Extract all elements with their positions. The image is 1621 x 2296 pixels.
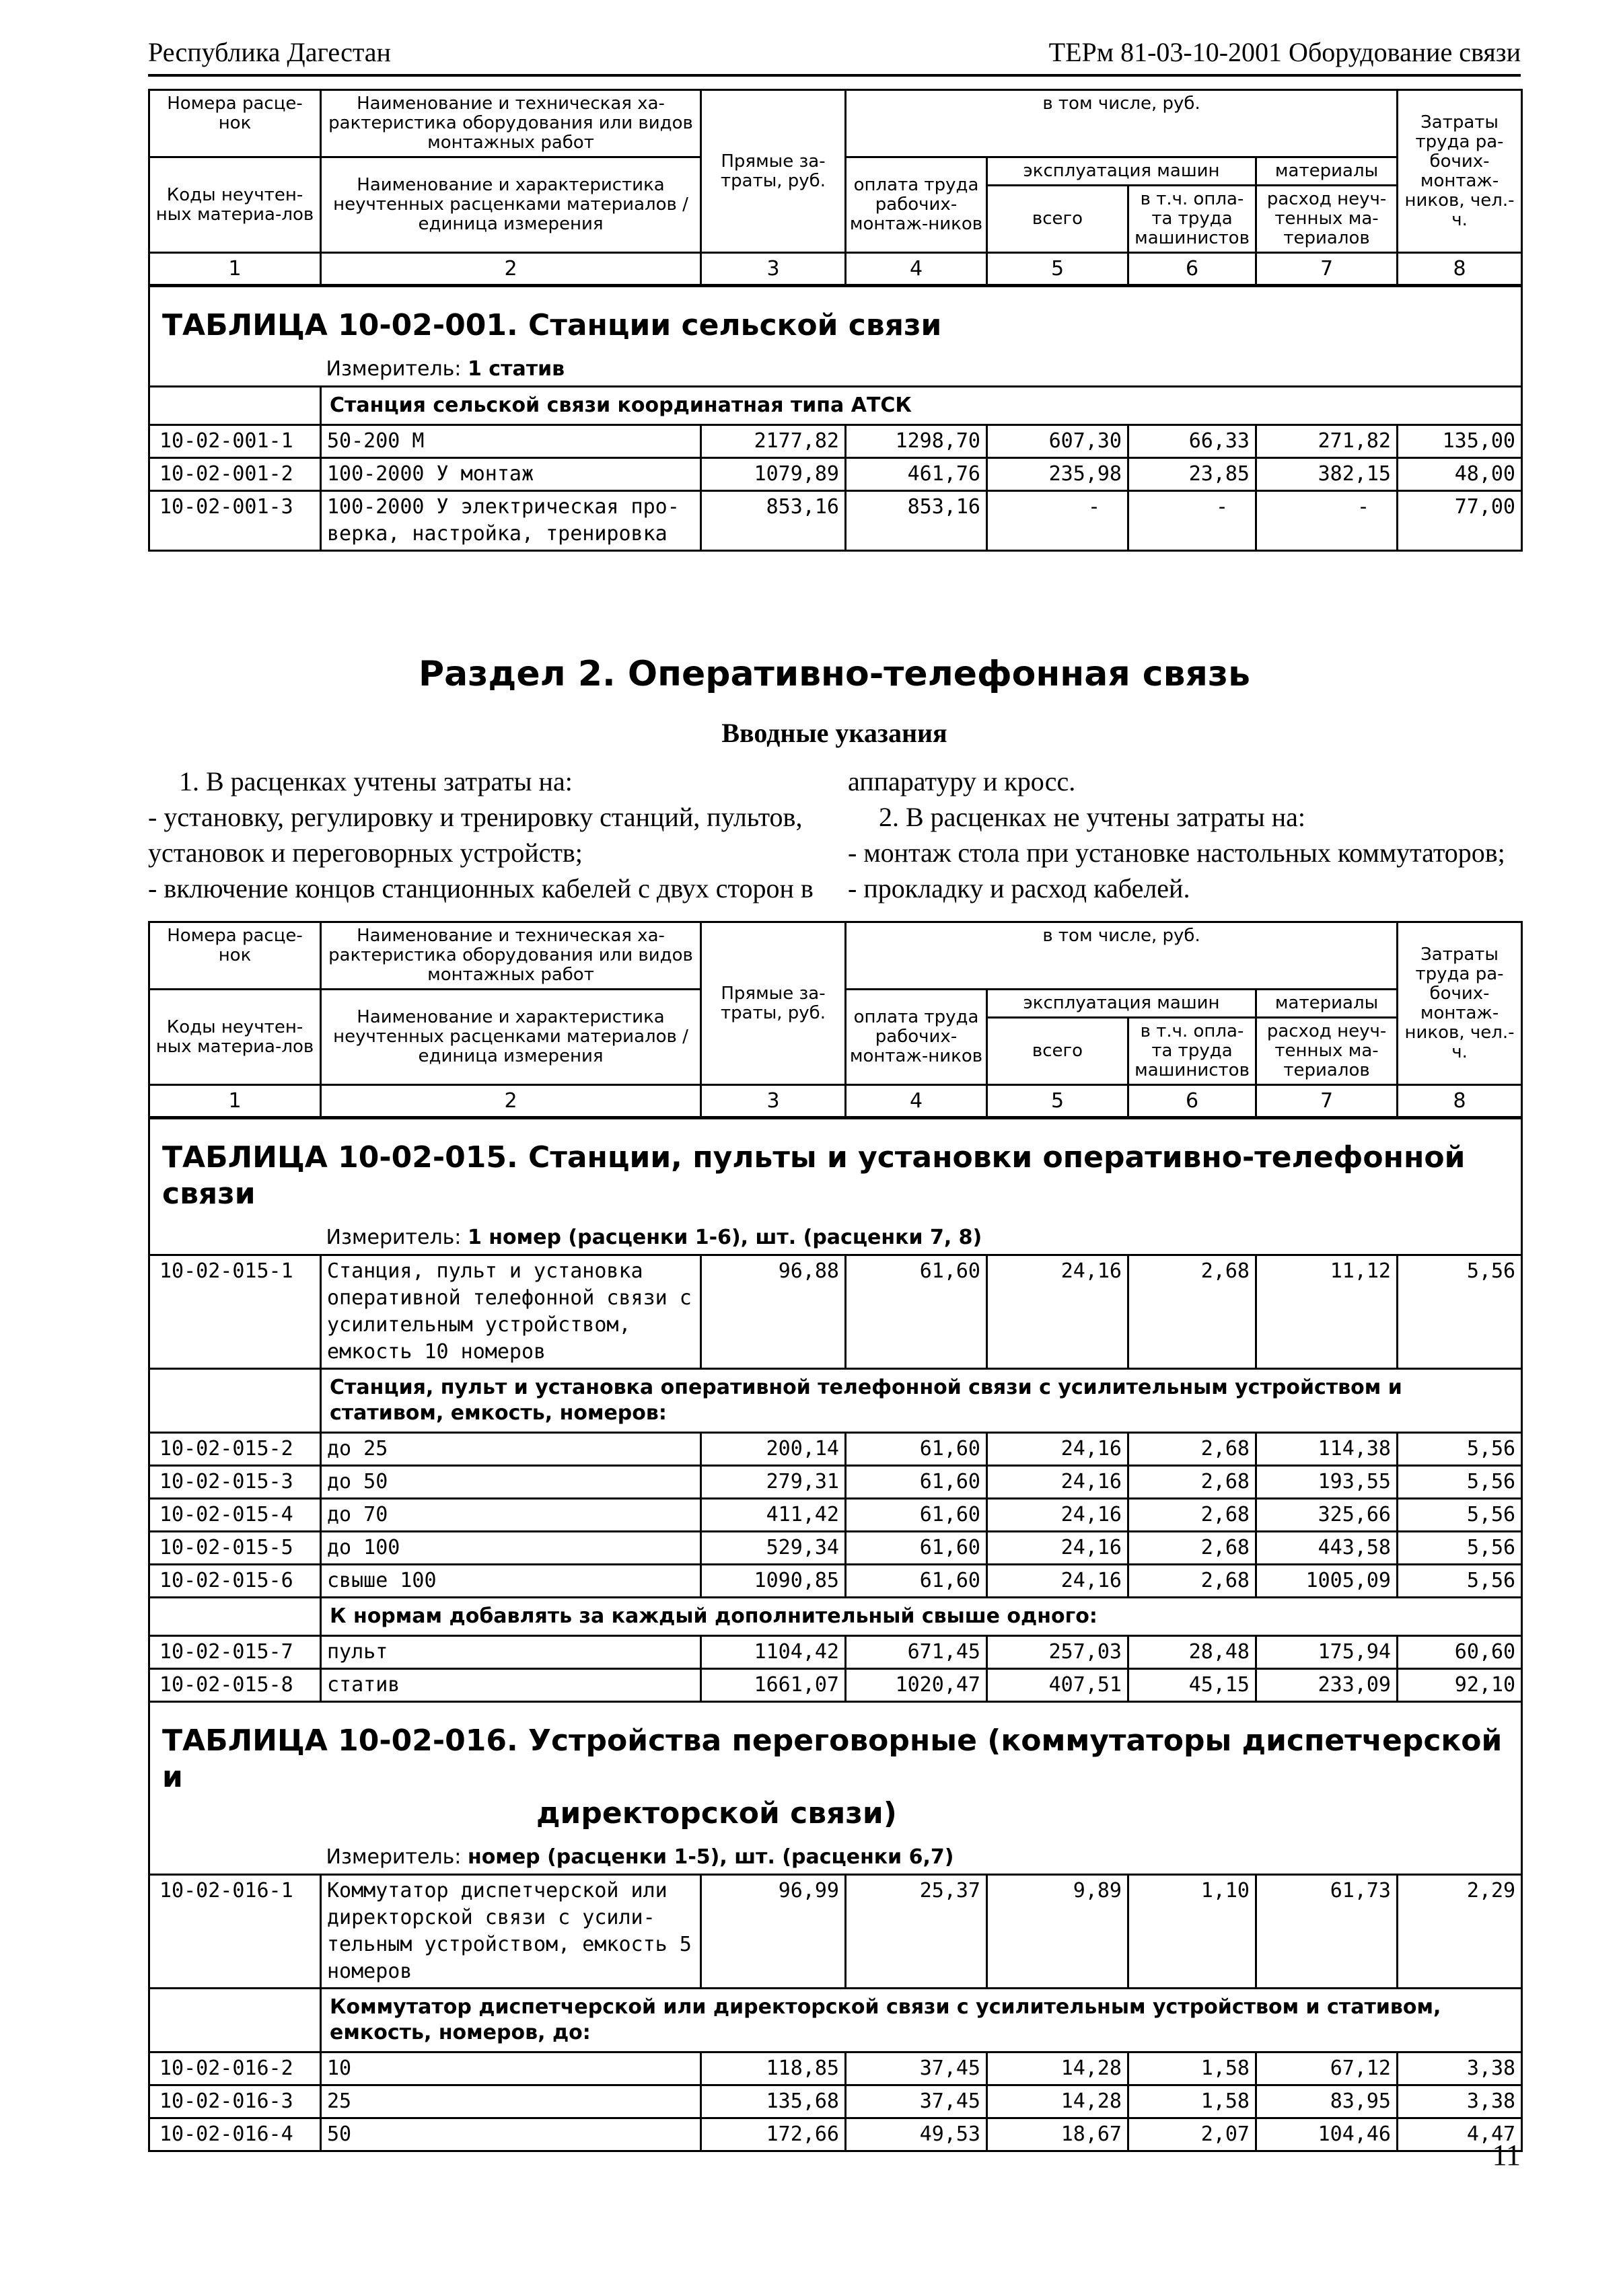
col-work-name: Наименование и техническая ха-рактеристика оборудования или видов монтажных работ — [321, 922, 701, 990]
table-row: 10-02-001-1 50-200 М 2177,82 1298,70 607,30 66,33 271,82 135,00 — [149, 425, 1522, 458]
col-number: 1 — [149, 1085, 321, 1118]
col-material-codes: Коды неучтен-ных материа-лов — [149, 157, 321, 253]
document-page — [148, 27, 1521, 2172]
col-material-names: Наименование и характеристика неучтенных расценками материалов / единица измерения — [321, 157, 701, 253]
intro-left-column: 1. В расценках учтены затраты на: - установку, регулировку и тренировку станций, пультов, установок и переговорных устройств; - включение концов станционных кабелей с двух сторон в — [148, 766, 814, 903]
table-row: 10-02-016-1 Коммутатор диспетчерской или директорской связи с усили-тельным устройством, емкость 5 номеров 96,99 25,37 9,89 1,10 61,73 2,29 — [149, 1875, 1522, 1989]
table-row: 10-02-015-7 пульт 1104,42 671,45 257,03 28,48 175,94 60,60 — [149, 1636, 1522, 1669]
col-material-use: расход неуч-тенных ма-териалов — [1256, 1018, 1398, 1085]
col-number: 6 — [1128, 253, 1256, 286]
col-number: 2 — [321, 253, 701, 286]
measure-unit: Измеритель: номер (расценки 1-5), шт. (расценки 6,7) — [321, 1841, 1522, 1875]
col-machines-total: всего — [987, 1018, 1128, 1085]
col-materials: материалы — [1256, 990, 1398, 1018]
header-document-code: ТЕРм 81-03-10-2001 Оборудование связи — [1048, 37, 1521, 67]
table-row: 10-02-016-4 50 172,66 49,53 18,67 2,07 104,46 4,47 — [149, 2118, 1522, 2151]
col-material-use: расход неуч-тенных ма-териалов — [1256, 186, 1398, 253]
table-title: ТАБЛИЦА 10-02-015. Станции, пульты и установки оперативно-телефонной связи — [149, 1119, 1522, 1222]
col-rate-number: Номера расце-нок — [149, 90, 321, 157]
col-including: в том числе, руб. — [846, 90, 1398, 157]
table-row: 10-02-001-3 100-2000 У электрическая про-верка, настройка, тренировка 853,16 853,16 - - - 77,00 — [149, 491, 1522, 551]
col-machines-total: всего — [987, 186, 1128, 253]
column-header-2 — [148, 921, 1523, 1119]
col-labor-hours: Затраты труда ра-бочих-монтаж-ников, чел.-ч. — [1398, 90, 1522, 253]
table-row: 10-02-015-5 до 100 529,34 61,60 24,16 2,68 443,58 5,56 — [149, 1532, 1522, 1565]
col-number: 2 — [321, 1085, 701, 1118]
col-number: 4 — [846, 253, 987, 286]
col-machinist-pay: в т.ч. опла-та труда машинистов — [1128, 186, 1256, 253]
col-number: 5 — [987, 253, 1128, 286]
group-heading: К нормам добавлять за каждый дополнительный свыше одного: — [321, 1598, 1522, 1636]
col-including: в том числе, руб. — [846, 922, 1398, 990]
intro-right-column: аппаратуру и кросс. 2. В расценках не учтены затраты на: - монтаж стола при установке настольных коммутаторов; - прокладку и расход кабелей. — [848, 766, 1505, 903]
col-number: 5 — [987, 1085, 1128, 1118]
table-row: 10-02-015-2 до 25 200,14 61,60 24,16 2,68 114,38 5,56 — [149, 1433, 1522, 1466]
col-direct-costs: Прямые за-траты, руб. — [701, 922, 846, 1085]
col-work-name: Наименование и техническая ха-рактеристика оборудования или видов монтажных работ — [321, 90, 701, 157]
table-row: 10-02-015-1 Станция, пульт и установка оперативной телефонной связи с усилительным устройством, емкость 10 номеров 96,88 61,60 24,16 2,68 11,12 5,56 — [149, 1255, 1522, 1369]
rate-table-10-02-001 — [148, 287, 1523, 552]
group-heading: Станция сельской связи координатная типа АТСК — [321, 387, 1522, 425]
table-row: 10-02-016-2 10 118,85 37,45 14,28 1,58 67,12 3,38 — [149, 2052, 1522, 2085]
group-heading: Станция, пульт и установка оперативной телефонной связи с усилительным устройством и стативом, емкость, номеров: — [321, 1369, 1522, 1433]
measure-unit: Измеритель: 1 статив — [321, 353, 1522, 387]
column-header-1 — [148, 89, 1523, 287]
col-material-codes: Коды неучтен-ных материа-лов — [149, 990, 321, 1085]
intro-title: Вводные указания — [721, 718, 947, 748]
page-number: 11 — [1492, 2139, 1521, 2172]
col-machines: эксплуатация машин — [987, 157, 1256, 186]
col-materials: материалы — [1256, 157, 1398, 186]
col-number: 7 — [1256, 253, 1398, 286]
col-number: 8 — [1398, 1085, 1522, 1118]
col-number: 7 — [1256, 1085, 1398, 1118]
col-labor-hours: Затраты труда ра-бочих-монтаж-ников, чел.-ч. — [1398, 922, 1522, 1085]
table-row: 10-02-015-3 до 50 279,31 61,60 24,16 2,68 193,55 5,56 — [149, 1466, 1522, 1499]
table-title: ТАБЛИЦА 10-02-001. Станции сельской связи — [149, 287, 1522, 353]
section-title: Раздел 2. Оперативно-телефонная связь — [418, 654, 1251, 694]
col-labor-pay: оплата труда рабочих-монтаж-ников — [846, 157, 987, 253]
rate-table-10-02-015 — [148, 1119, 1523, 2152]
col-machinist-pay: в т.ч. опла-та труда машинистов — [1128, 1018, 1256, 1085]
col-number: 4 — [846, 1085, 987, 1118]
header-region: Республика Дагестан — [148, 37, 391, 67]
col-number: 1 — [149, 253, 321, 286]
table-row: 10-02-015-6 свыше 100 1090,85 61,60 24,16 2,68 1005,09 5,56 — [149, 1565, 1522, 1598]
col-number: 3 — [701, 1085, 846, 1118]
col-number: 8 — [1398, 253, 1522, 286]
table-row: 10-02-016-3 25 135,68 37,45 14,28 1,58 83,95 3,38 — [149, 2085, 1522, 2118]
measure-unit: Измеритель: 1 номер (расценки 1-6), шт. (расценки 7, 8) — [321, 1222, 1522, 1255]
col-rate-number: Номера расце-нок — [149, 922, 321, 990]
group-heading: Коммутатор диспетчерской или директорской связи с усилительным устройством и стативом, емкость, номеров, до: — [321, 1989, 1522, 2052]
col-number: 3 — [701, 253, 846, 286]
table-row: 10-02-001-2 100-2000 У монтаж 1079,89 461,76 235,98 23,85 382,15 48,00 — [149, 458, 1522, 491]
col-direct-costs: Прямые за-траты, руб. — [701, 90, 846, 253]
col-number: 6 — [1128, 1085, 1256, 1118]
col-labor-pay: оплата труда рабочих-монтаж-ников — [846, 990, 987, 1085]
table-row: 10-02-015-8 статив 1661,07 1020,47 407,51 45,15 233,09 92,10 — [149, 1669, 1522, 1702]
table-row: 10-02-015-4 до 70 411,42 61,60 24,16 2,68 325,66 5,56 — [149, 1499, 1522, 1532]
col-material-names: Наименование и характеристика неучтенных расценками материалов / единица измерения — [321, 990, 701, 1085]
running-header — [148, 27, 1521, 77]
table-title: ТАБЛИЦА 10-02-016. Устройства переговорные (коммутаторы диспетчерской и директорской связи) — [149, 1702, 1522, 1842]
intro-notes — [148, 764, 1521, 906]
col-machines: эксплуатация машин — [987, 990, 1256, 1018]
